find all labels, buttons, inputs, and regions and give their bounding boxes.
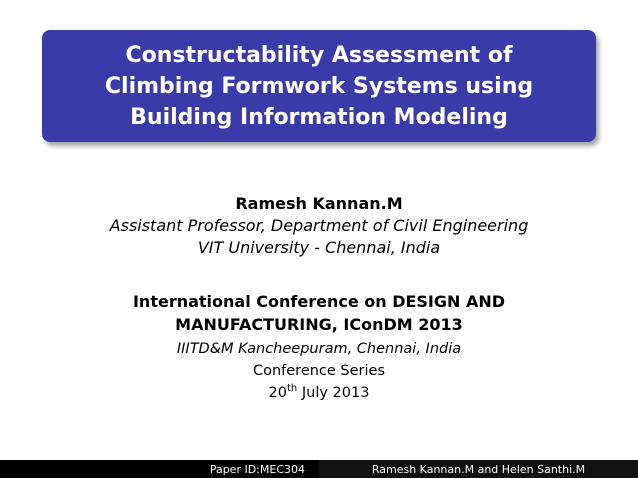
date-day: 20	[268, 385, 287, 401]
footer-authors: Ramesh Kannan.M and Helen Santhi.M	[319, 460, 638, 478]
title-line-1: Constructability Assessment of	[125, 42, 513, 68]
title-box	[42, 30, 596, 142]
conference-venue: IIITD&M Kancheepuram, Chennai, India	[176, 341, 462, 357]
conference-series: Conference Series	[252, 363, 386, 379]
footer-bar	[0, 460, 638, 478]
conference-date	[0, 382, 638, 404]
conference-block	[0, 290, 638, 404]
title-line-3: Building Information Modeling	[130, 104, 508, 130]
author-position: Assistant Professor, Department of Civil Engineering	[109, 216, 529, 235]
author-name: Ramesh Kannan.M	[235, 194, 403, 213]
footer-paper-id: Paper ID:MEC304	[209, 462, 305, 476]
conference-name-line-2: MANUFACTURING, IConDM 2013	[175, 315, 463, 334]
author-affiliation: VIT University - Chennai, India	[197, 238, 441, 257]
date-rest: July 2013	[301, 385, 370, 401]
author-block	[0, 193, 638, 259]
conference-name-line-1: International Conference on DESIGN AND	[132, 292, 506, 311]
date-suffix: th	[286, 383, 298, 394]
title-line-2: Climbing Formwork Systems using	[104, 73, 534, 99]
